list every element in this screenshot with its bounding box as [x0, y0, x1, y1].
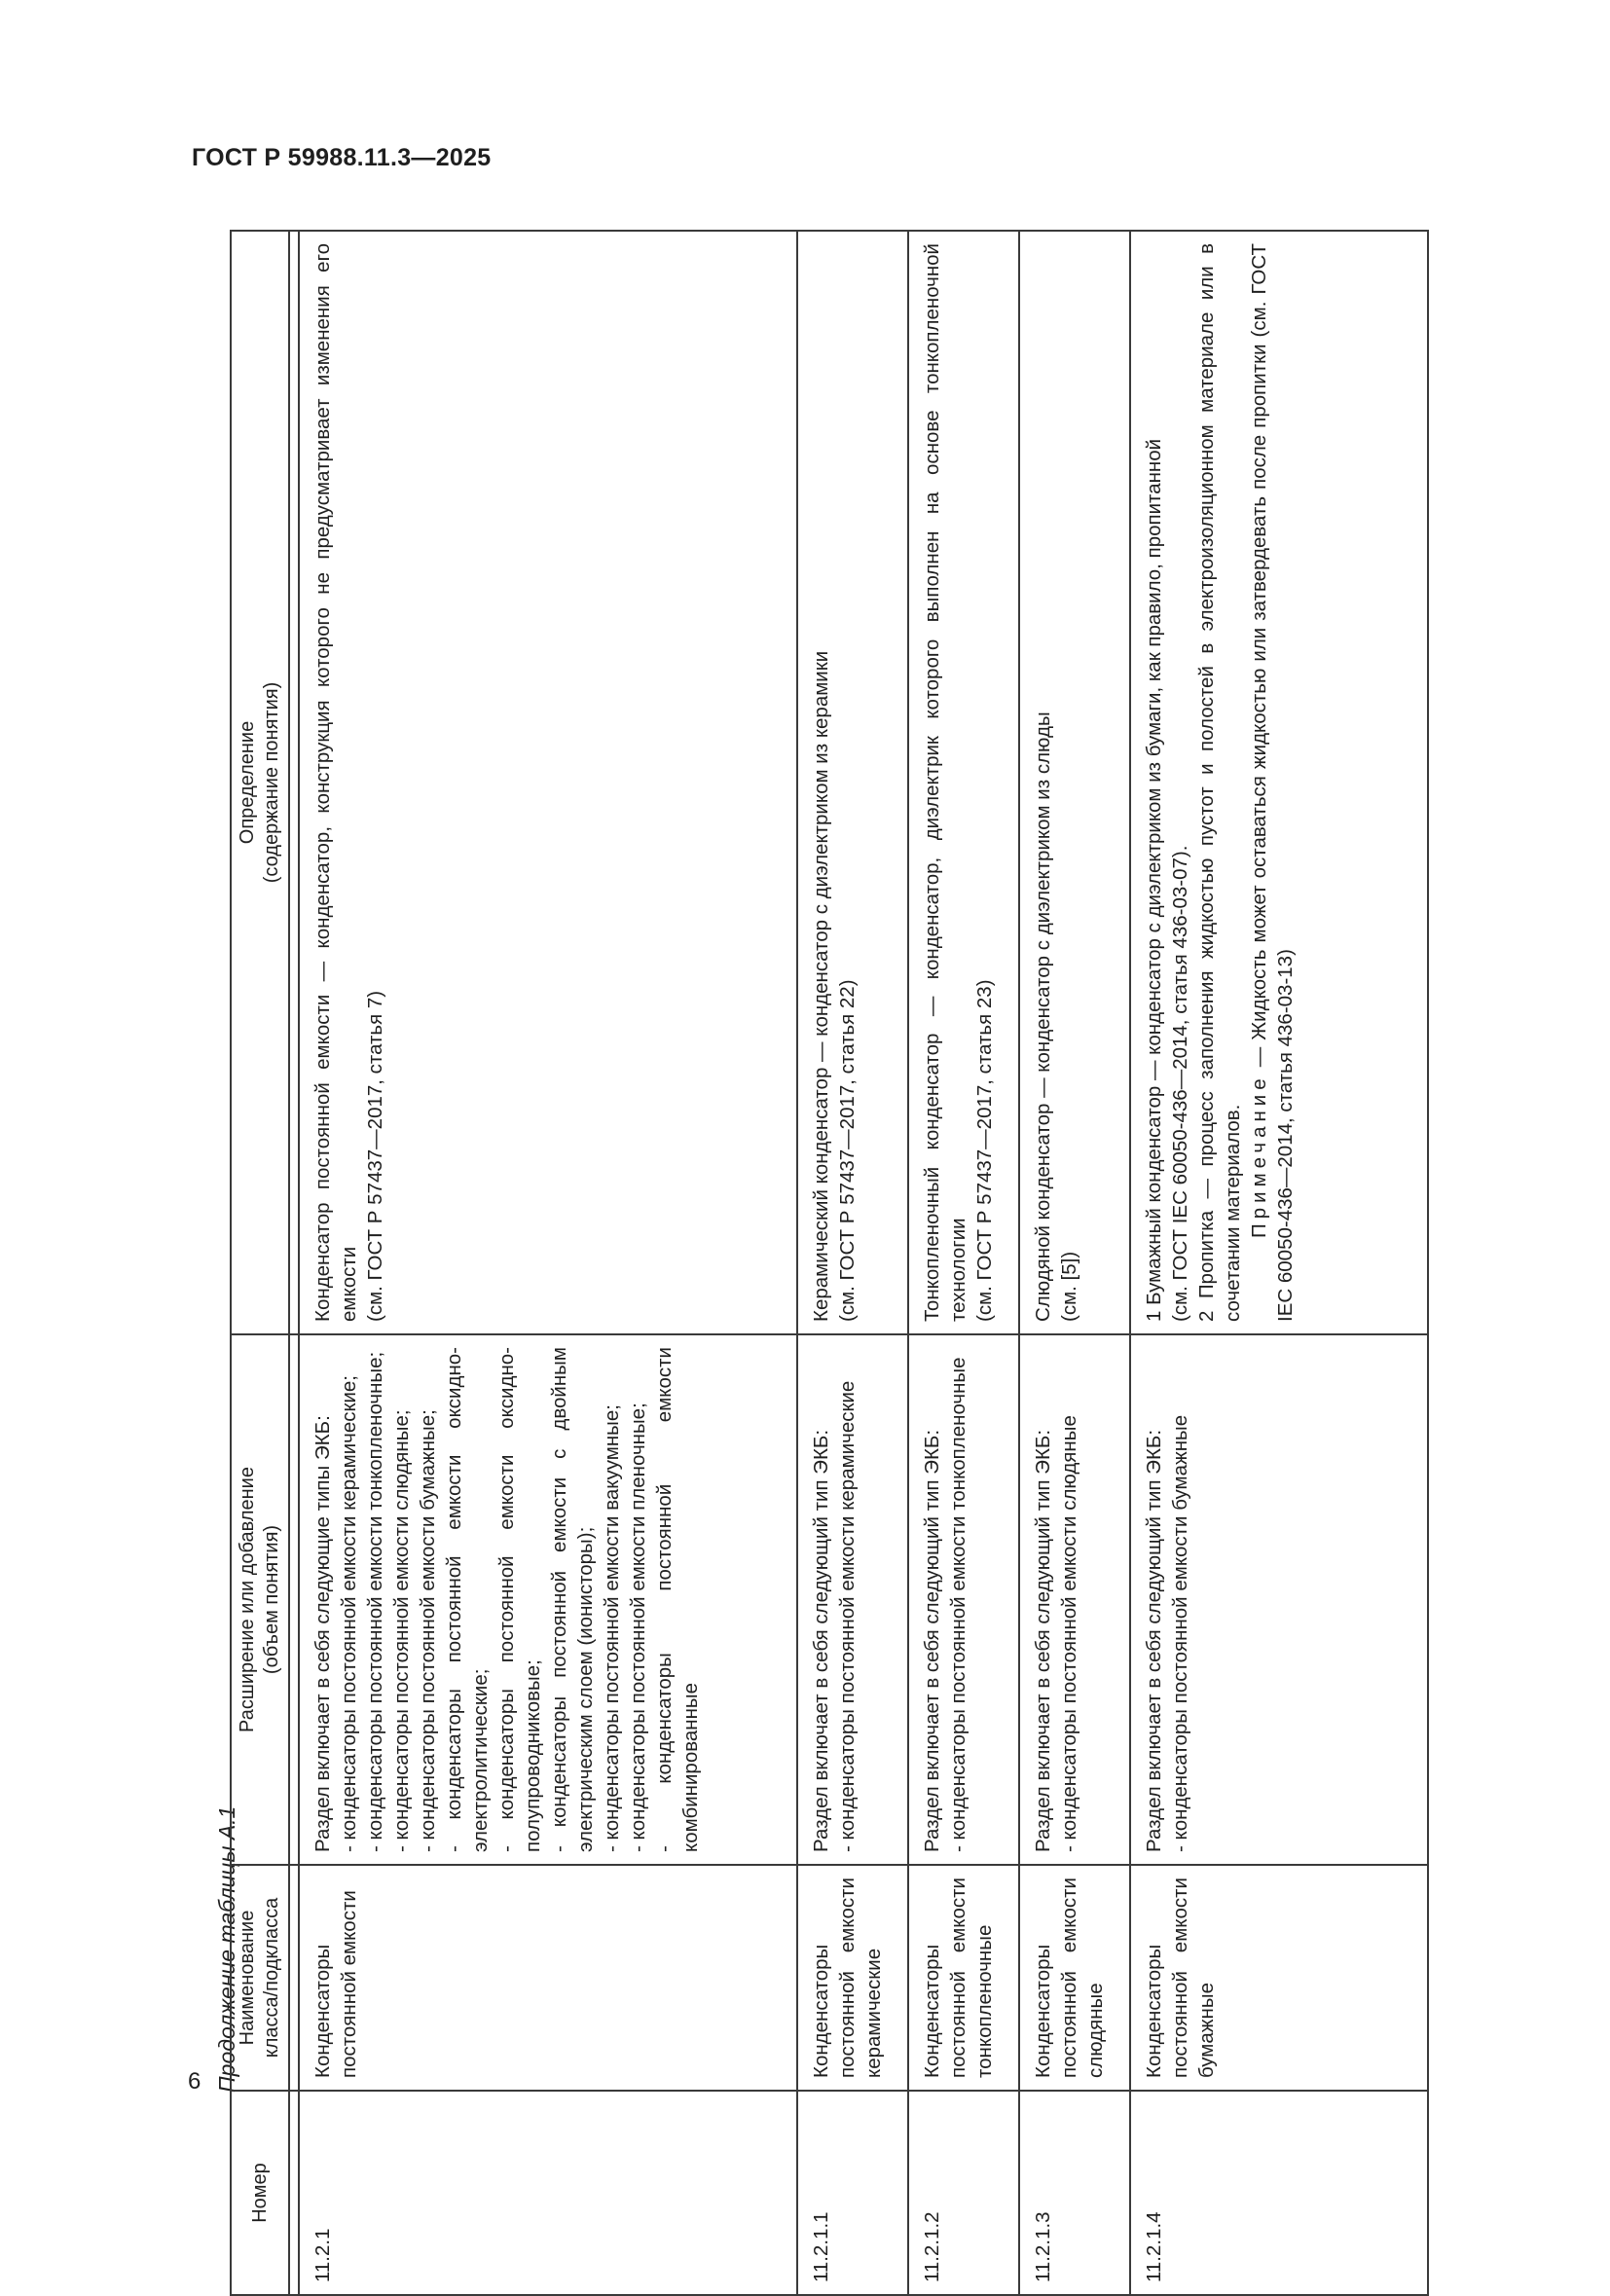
header-name: Наименование класса/подкласса: [231, 1865, 289, 2091]
classification-table: [230, 230, 1429, 2296]
row-scope: Раздел включает в себя следующий тип ЭКБ: - конденсаторы постоянной емкости керамические: [797, 1334, 908, 1865]
rotated-table-frame: [230, 232, 1429, 2296]
header-scope: Расширение или добавление (объем понятия): [231, 1334, 289, 1865]
table-caption: Продолжение таблицы А.1: [214, 1805, 239, 2093]
table-header-row: [231, 231, 289, 2295]
header-separator-row: [289, 231, 299, 2295]
row-number: 11.2.1.2: [908, 2091, 1019, 2295]
table-row: [797, 231, 908, 2295]
row-class-name: Конденсаторы постоянной емкости слюдяные: [1019, 1865, 1130, 2091]
row-definition: Слюдяной конденсатор — конденсатор с диэлектриком из слюды (см. [5]): [1019, 231, 1130, 1334]
table-row: [1130, 231, 1428, 2295]
row-number: 11.2.1.3: [1019, 2091, 1130, 2295]
table-row: [908, 231, 1019, 2295]
row-note: [1246, 243, 1299, 1322]
table-row: [299, 231, 797, 2295]
row-class-name: Конденсаторы постоянной емкости тонкопленочные: [908, 1865, 1019, 2091]
header-definition: Определение (содержание понятия): [231, 231, 289, 1334]
row-scope: Раздел включает в себя следующие типы ЭКБ: - конденсаторы постоянной емкости керамические; - конденсаторы постоянной емкости тонкопленочные; - конденсаторы постоянной емкости слюдяные; - конденсаторы постоянной емкости бумажные; - конденсаторы постоянной емкости оксидно-электролитические; - конденсаторы постоянной емкости оксидно-полупроводниковые; - конденсаторы постоянной емкости с двойным электрическим слоем (ионисторы); - конденсаторы постоянной емкости вакуумные; - конденсаторы постоянной емкости пленочные; - конденсаторы постоянной емкости комбинированные: [299, 1334, 797, 1865]
row-number: 11.2.1: [299, 2091, 797, 2295]
row-scope: Раздел включает в себя следующий тип ЭКБ: - конденсаторы постоянной емкости бумажные: [1130, 1334, 1428, 1865]
note-label: Примечание: [1247, 1074, 1270, 1238]
note-text: — Жидкость может оставаться жидкостью или затвердевать после пропитки (см. ГОСТ IEC 60050-436—2014, статья 436-03-13): [1247, 243, 1297, 1322]
table-row: [1019, 231, 1130, 2295]
row-number: 11.2.1.1: [797, 2091, 908, 2295]
row-scope: Раздел включает в себя следующий тип ЭКБ: - конденсаторы постоянной емкости тонкопленочные: [908, 1334, 1019, 1865]
row-scope: Раздел включает в себя следующий тип ЭКБ: - конденсаторы постоянной емкости слюдяные: [1019, 1334, 1130, 1865]
row-class-name: Конденсаторы постоянной емкости: [299, 1865, 797, 2091]
row-definition: Керамический конденсатор — конденсатор с диэлектриком из керамики (см. ГОСТ Р 57437—2017, статья 22): [797, 231, 908, 1334]
row-definition: Конденсатор постоянной емкости — конденсатор, конструкция которого не предусматривает изменения его емкости (см. ГОСТ Р 57437—2017, статья 7): [299, 231, 797, 1334]
page-number: 6: [188, 2068, 201, 2095]
row-class-name: Конденсаторы постоянной емкости бумажные: [1130, 1865, 1428, 2091]
row-class-name: Конденсаторы постоянной емкости керамические: [797, 1865, 908, 2091]
document-title: ГОСТ Р 59988.11.3—2025: [192, 144, 492, 171]
row-number: 11.2.1.4: [1130, 2091, 1428, 2295]
row-definition: 1 Бумажный конденсатор — конденсатор с диэлектриком из бумаги, как правило, пропитанной (см. ГОСТ IEC 60050-436—2014, статья 436-03-07). 2 Пропитка — процесс заполнения жидкостью пустот и полостей в электроизоляционном материале или в сочетании материалов. Примечание — Жидкость может оставаться жидкостью или затвердевать после пропитки (см. ГОСТ IEC 60050-436—2014, статья 436-03-13): [1130, 231, 1428, 1334]
header-number: Номер: [231, 2091, 289, 2295]
row-definition: Тонкопленочный конденсатор — конденсатор, диэлектрик которого выполнен на основе тонкопленочной технологии (см. ГОСТ Р 57437—2017, статья 23): [908, 231, 1019, 1334]
